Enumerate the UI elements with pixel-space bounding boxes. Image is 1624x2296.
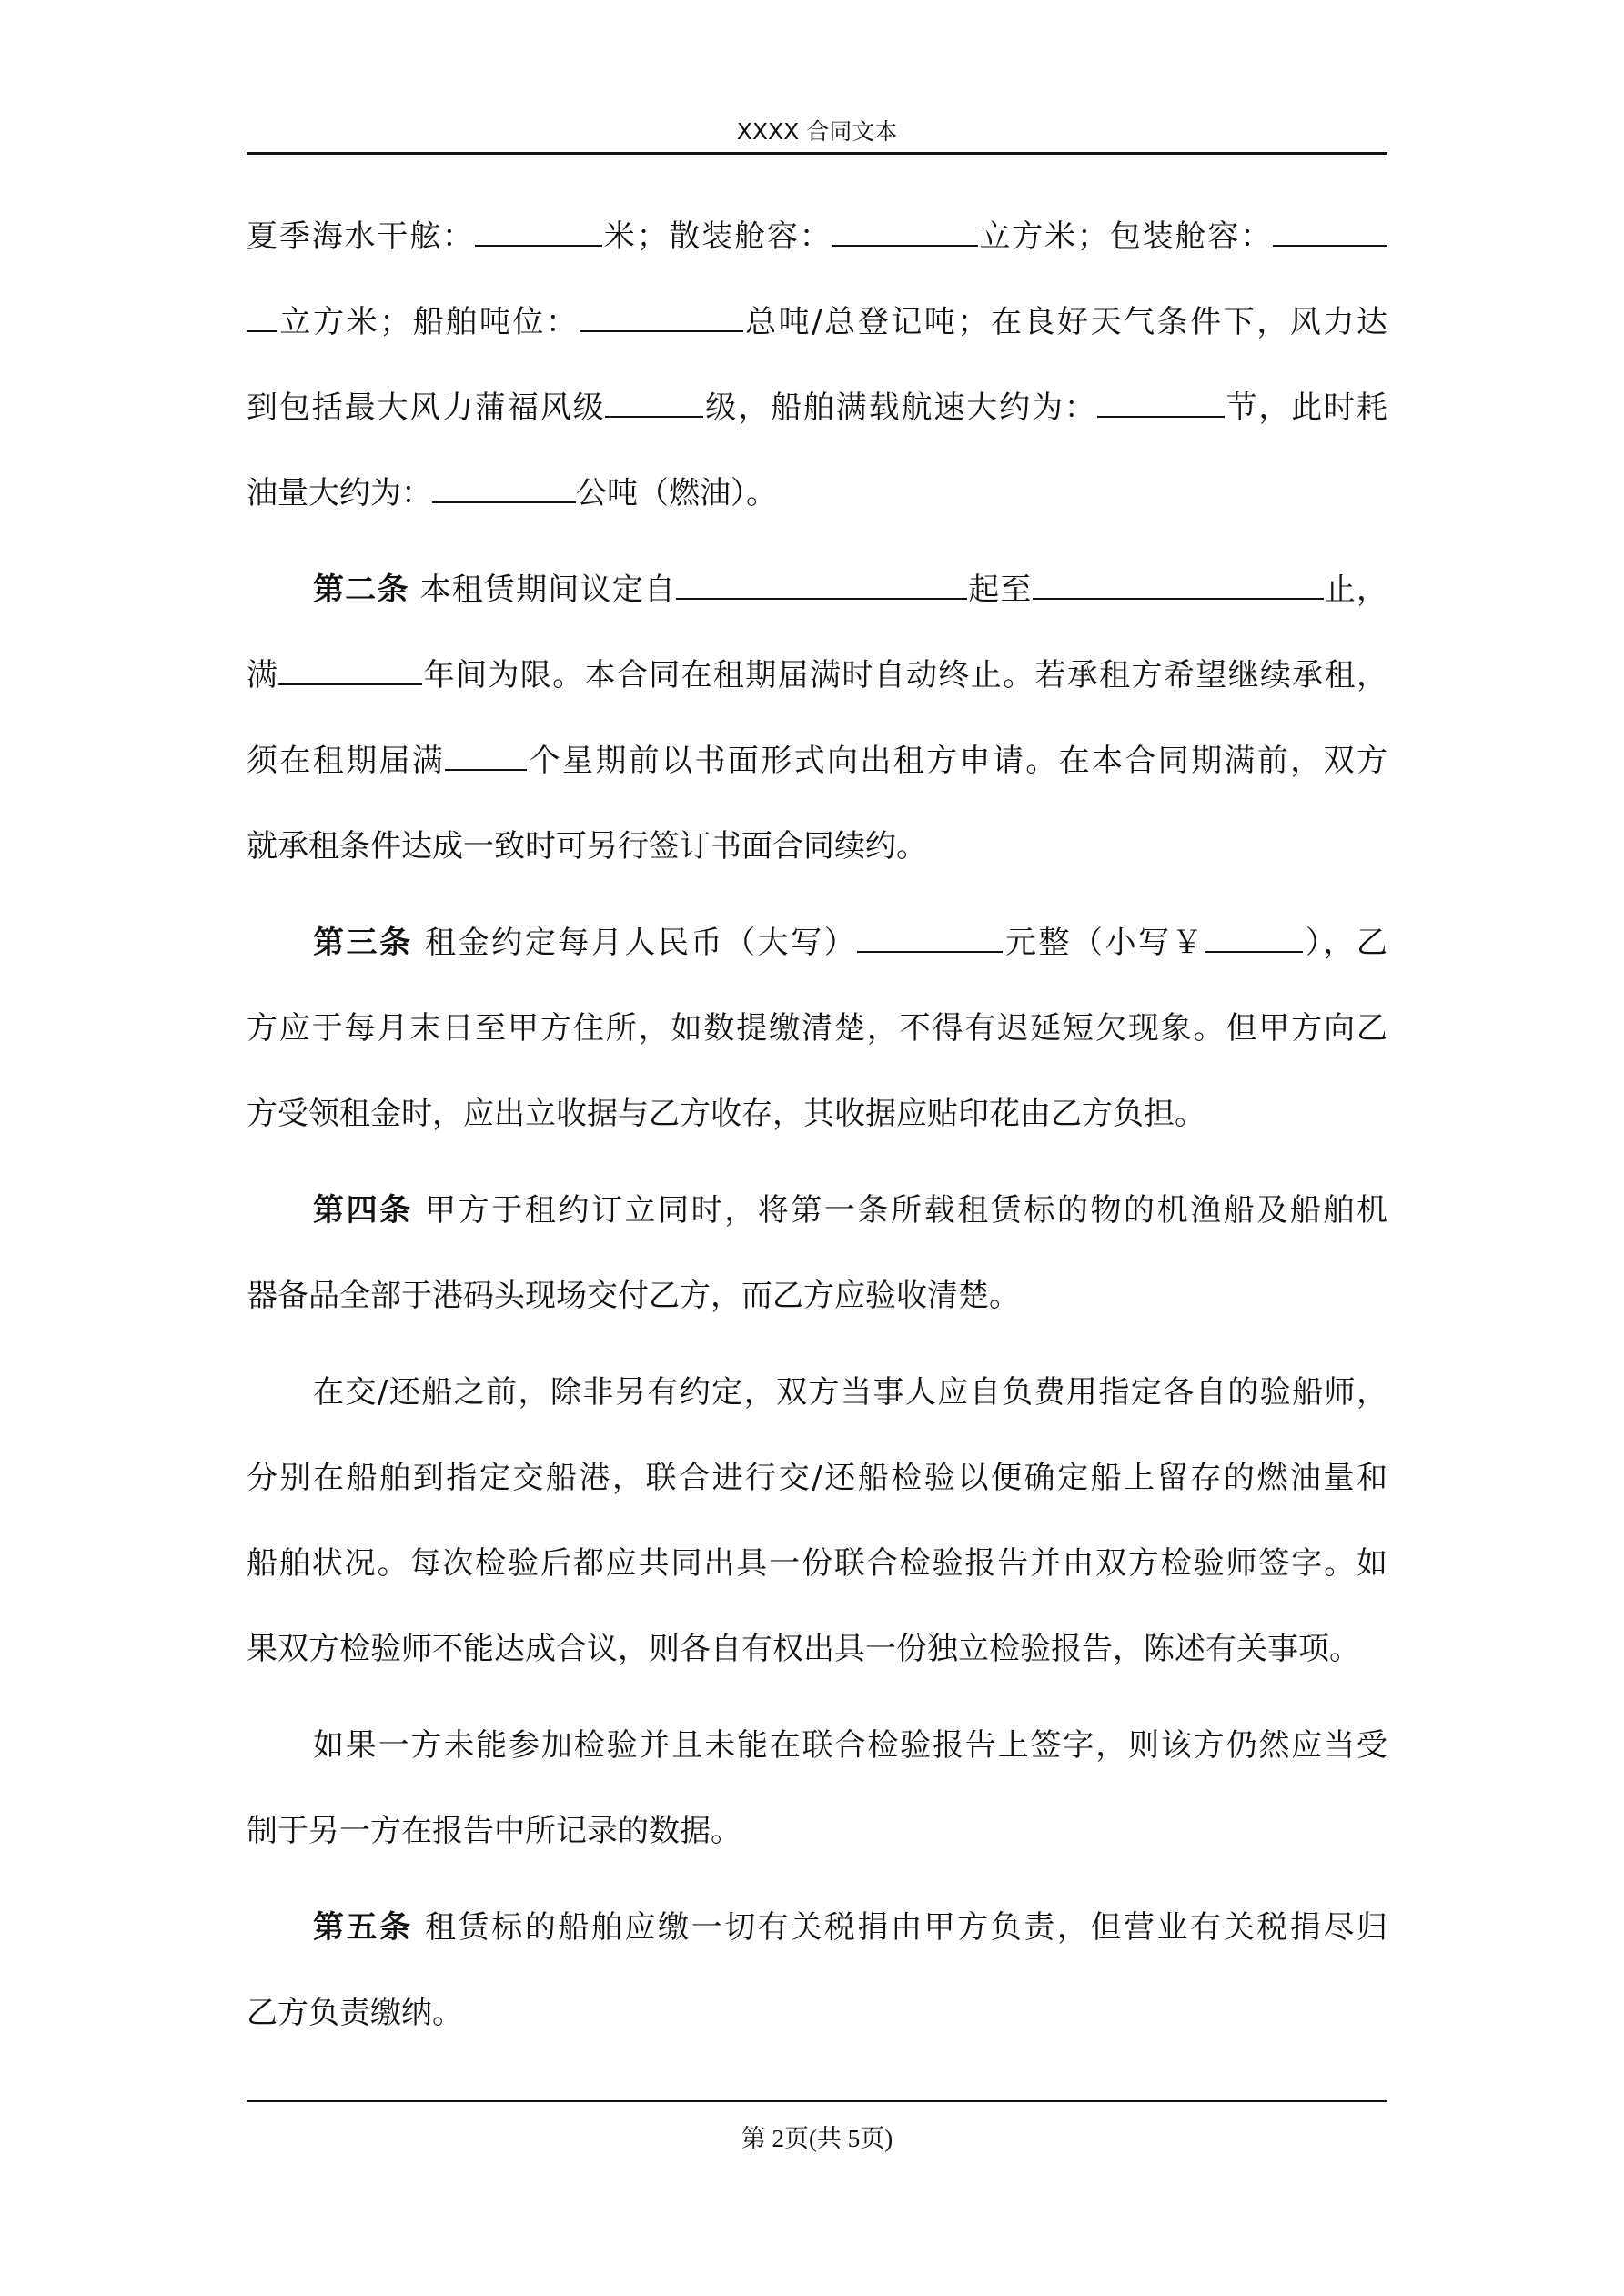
fill-blank[interactable] — [605, 389, 703, 418]
text-fragment: 年间为限。本合同在租期届满时自动终止。若承租方希望继续承租， — [422, 657, 1388, 693]
document-body — [247, 209, 1387, 2071]
text-line — [247, 1900, 1387, 1986]
text-fragment: 立方米；船舶吨位： — [277, 304, 580, 340]
text-line — [247, 209, 1387, 295]
text-fragment: 公吨（燃油）。 — [576, 475, 777, 511]
fill-blank[interactable] — [432, 474, 576, 503]
text-line — [247, 380, 1387, 466]
text-fragment: 米；散装舱容： — [601, 218, 832, 255]
fill-blank[interactable] — [1097, 389, 1225, 418]
fill-blank[interactable] — [676, 571, 967, 600]
page-header: XXXX 合同文本 — [736, 118, 898, 145]
article-label: 第四条 — [313, 1192, 413, 1229]
fill-blank[interactable] — [857, 924, 1003, 953]
text-fragment: 油量大约为： — [247, 475, 432, 511]
text-line: 制于另一方在报告中所记录的数据。 — [247, 1813, 741, 1849]
text-fragment: 租赁标的船舶应缴一切有关税捐由甲方负责，但营业有关税捐尽归 — [425, 1909, 1388, 1946]
page-number: 第 2页(共 5页) — [741, 2125, 893, 2152]
text-line: 在交/还船之前，除非另有约定，双方当事人应自负费用指定各自的验船师， — [313, 1374, 1387, 1411]
footer-divider — [247, 2100, 1387, 2102]
text-fragment: ），乙 — [1303, 925, 1387, 961]
text-fragment: 元整（小写￥ — [1003, 925, 1205, 961]
fill-blank[interactable] — [475, 217, 602, 247]
text-line: 就承租条件达成一致时可另行签订书面合同续约。 — [247, 828, 927, 865]
text-line: 方应于每月末日至甲方住所，如数提缴清楚，不得有迟延短欠现象。但甲方向乙 — [247, 1010, 1387, 1047]
text-line: 果双方检验师不能达成合议，则各自有权出具一份独立检验报告，陈述有关事项。 — [247, 1631, 1360, 1667]
fill-blank[interactable] — [1273, 217, 1387, 247]
text-line — [247, 295, 1387, 380]
fill-blank[interactable] — [580, 303, 743, 332]
article-label: 第三条 — [313, 925, 413, 961]
header-divider — [247, 152, 1387, 155]
text-fragment: 夏季海水干舷： — [247, 218, 475, 255]
text-line — [247, 648, 1387, 733]
text-line — [247, 562, 1387, 648]
text-fragment: 节，此时耗 — [1224, 389, 1388, 426]
text-fragment: 个星期前以书面形式向出租方申请。在本合同期满前，双方 — [527, 743, 1387, 779]
article-label: 第五条 — [313, 1909, 413, 1946]
text-line: 分别在船舶到指定交船港，联合进行交/还船检验以便确定船上留存的燃油量和 — [247, 1460, 1387, 1496]
text-line: 乙方负责缴纳。 — [247, 1995, 463, 2031]
text-line: 方受领租金时，应出立收据与乙方收存，其收据应贴印花由乙方负担。 — [247, 1096, 1205, 1132]
fill-blank[interactable] — [278, 656, 422, 685]
fill-blank[interactable] — [445, 742, 527, 771]
text-line: 船舶状况。每次检验后都应共同出具一份联合检验报告并由双方检验师签字。如 — [247, 1545, 1387, 1582]
text-line — [247, 1183, 1387, 1269]
text-line — [247, 915, 1387, 1001]
text-line: 器备品全部于港码头现场交付乙方，而乙方应验收清楚。 — [247, 1278, 1020, 1314]
text-fragment: 总吨/总登记吨；在良好天气条件下，风力达 — [742, 304, 1387, 340]
text-fragment: 到包括最大风力蒲福风级 — [247, 389, 606, 426]
text-fragment: 本租赁期间议定自 — [419, 571, 677, 608]
text-fragment: 立方米；包装舱容： — [977, 218, 1274, 255]
text-fragment: 止， — [1323, 571, 1387, 608]
text-fragment: 级，船舶满载航速大约为： — [703, 389, 1097, 426]
text-line — [247, 466, 1387, 562]
text-fragment: 起至 — [967, 571, 1033, 608]
fill-blank[interactable] — [1033, 571, 1324, 600]
text-line: 如果一方未能参加检验并且未能在联合检验报告上签字，则该方仍然应当受 — [313, 1727, 1387, 1764]
text-line — [247, 733, 1387, 819]
text-fragment: 须在租期届满 — [247, 743, 446, 779]
text-fragment: 满 — [247, 657, 279, 693]
text-fragment: 甲方于租约订立同时，将第一条所载租赁标的物的机渔船及船舶机 — [425, 1192, 1388, 1229]
text-fragment: 租金约定每月人民币（大写） — [425, 925, 858, 961]
fill-blank[interactable] — [1205, 924, 1303, 953]
fill-blank[interactable] — [832, 217, 978, 247]
fill-blank[interactable] — [247, 303, 277, 332]
article-label: 第二条 — [313, 571, 409, 608]
